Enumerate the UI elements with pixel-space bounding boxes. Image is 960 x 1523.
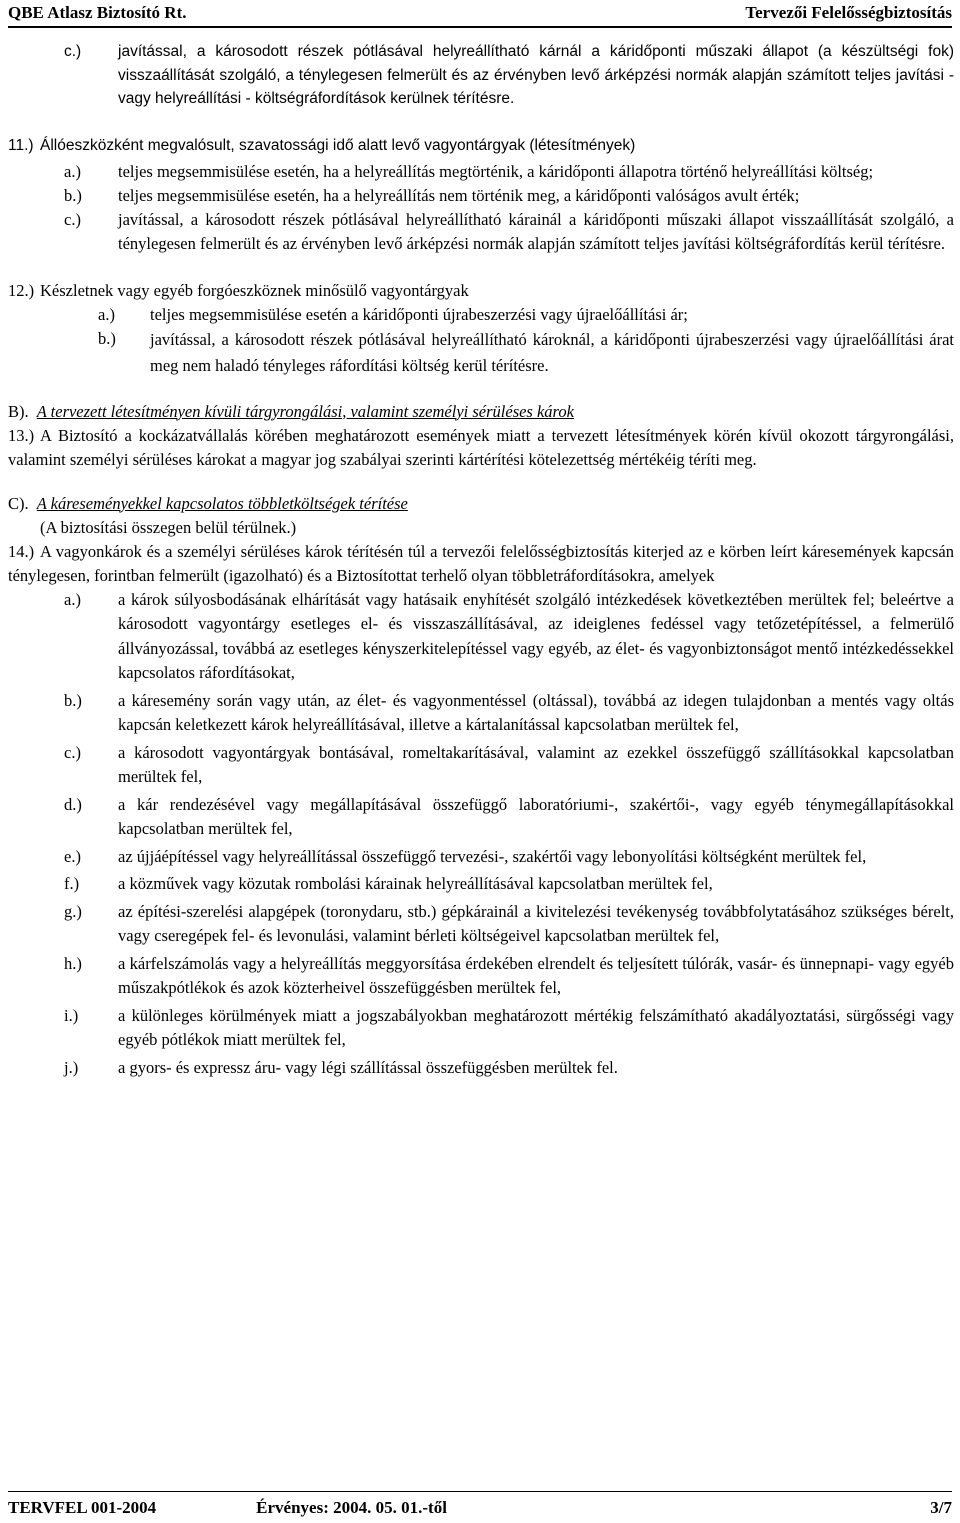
item-label: c.) <box>64 742 81 762</box>
item-label: c.) <box>64 43 82 60</box>
section-11-heading <box>8 134 954 158</box>
item-text: a károsodott vagyontárgyak bontásával, romeltakarításával, valamint az ezekkel összefüggő szállításokkal kapcsolatban merültek fel, <box>118 742 954 786</box>
section-number: 12.) <box>8 280 35 300</box>
section-number: 11.) <box>8 136 34 154</box>
item-text: a gyors- és expressz áru- vagy légi szállítással összefüggésben merültek fel. <box>118 1057 618 1077</box>
section-11-item-b <box>8 184 954 208</box>
section-label: B). <box>8 401 29 421</box>
section-number: 14.) <box>8 541 35 561</box>
section-intro <box>8 540 954 588</box>
section-title: Készletnek vagy egyéb forgóeszköznek minősülő vagyontárgyak <box>40 280 469 300</box>
section-14-item-i <box>8 1004 954 1053</box>
document-code: TERVFEL 001-2004 <box>8 1498 157 1517</box>
section-14-item-f <box>8 872 954 897</box>
item-label: b.) <box>64 185 82 205</box>
item-text: a kár rendezésével vagy megállapításával összefüggő laboratóriumi-, szakértői-, vagy egyéb ténymegállapításokkal kapcsolatban merültek fel, <box>118 794 954 838</box>
item-text: a káresemény során vagy után, az élet- és vagyonmentéssel (oltással), továbbá az idegen tulajdonban a mentés vagy oltás kapcsán keletkezett károk helyreállításával, illetve a kártalanítással kapcsolatban merültek fel, <box>118 690 954 734</box>
item-text: teljes megsemmisülése esetén a káridőponti újrabeszerzési vagy újraelőállítási ár; <box>150 304 688 324</box>
page-footer <box>8 1491 952 1521</box>
section-number: 13.) <box>8 425 35 445</box>
section-c-note: (A biztosítási összegen belül térülnek.) <box>40 517 297 537</box>
validity-date: Érvényes: 2004. 05. 01.-től <box>256 1498 447 1517</box>
section-c-heading <box>8 492 954 516</box>
item-text: teljes megsemmisülése esetén, ha a helyreállítás nem történik meg, a káridőponti valóságos avult érték; <box>118 185 800 205</box>
item-label: a.) <box>64 589 81 609</box>
item-text: javítással, a károsodott részek pótlásával helyreállítható kárainál a káridőponti műszaki állapot visszaállítását szolgáló, a ténylegesen felmerült és az érvényben levő árképzési normák alapján számított teljes javítási költségráfordítás kerül térítésre. <box>118 209 954 253</box>
section-text-content: A Biztosító a kockázatvállalás körében meghatározott események miatt a tervezett létesítmények körén kívül okozott tárgyrongálási, valamint személyi sérüléses károkat a magyar jog szabályai szerinti kártérítési kötelezettség mértékéig téríti meg. <box>8 425 954 469</box>
section-14-item-c <box>8 741 954 790</box>
document-title: Tervezői Felelősségbiztosítás <box>745 3 952 22</box>
section-12-heading <box>8 279 954 303</box>
section-14-item-a <box>8 588 954 686</box>
section-14 <box>8 540 954 588</box>
item-text: a közművek vagy közutak rombolási kárainak helyreállításával kapcsolatban merültek fel, <box>118 874 713 893</box>
item-text: a különleges körülmények miatt a jogszabályokban meghatározott mértékig felszámítható akadályoztatási, sürgősségi vagy egyéb pótlékok miatt merültek fel, <box>118 1005 954 1049</box>
top-item-c <box>8 40 954 111</box>
company-name: QBE Atlasz Biztosító Rt. <box>8 3 187 22</box>
section-14-item-e <box>8 845 954 870</box>
item-text: javítással, a károsodott részek pótlásával helyreállítható kárnál a káridőponti műszaki állapot (a készültségi fok) visszaállítását szolgáló, a ténylegesen felmerült és az érvényben levő árképzési normák alapján számított teljes javítási - vagy helyreállítási - költségráfordítások kerülnek térítésre. <box>118 43 954 107</box>
section-text <box>8 424 954 472</box>
section-title: A tervezett létesítményen kívüli tárgyrongálási, valamint személyi sérüléses károk <box>36 401 574 421</box>
section-14-item-b <box>8 689 954 738</box>
item-label: e.) <box>64 846 81 866</box>
page-number: 3/7 <box>930 1498 952 1517</box>
item-label: g.) <box>64 901 82 921</box>
section-title: A káreseményekkel kapcsolatos többletköltségek térítése <box>36 493 408 513</box>
item-text: a károk súlyosbodásának elhárítását vagy hatásaik enyhítését szolgáló intézkedések következtében merültek fel; beleértve a károsodott vagyontárgy esetleges el- és visszaszállításával, az ideiglenes fedéssel vagy tetőzetépítéssel, a felmerülő állványozással, továbbá az esetleges kényszerkitelepítéssel vagy egyéb, az élet- és vagyonbiztonságot mentő intézkedéssekkel kapcsolatos ráfordításokat, <box>118 589 954 682</box>
item-text: teljes megsemmisülése esetén, ha a helyreállítás megtörténik, a káridőponti állapotra történő helyreállítási költség; <box>118 161 874 181</box>
item-label: c.) <box>64 209 81 229</box>
section-label: C). <box>8 493 29 513</box>
item-label: b.) <box>64 690 82 710</box>
section-b-heading <box>8 400 954 424</box>
document-body <box>8 40 954 1080</box>
item-label: a.) <box>98 304 115 324</box>
item-label: h.) <box>64 953 82 973</box>
item-text: az építési-szerelési alapgépek (toronydaru, stb.) gépkárainál a kivitelezési tevékenység továbbfolytatásához szükséges bérelt, vagy cseregépek fel- és levonulási, valamint bérleti költségeivel kapcsolatban merültek fel, <box>118 901 954 945</box>
item-label: f.) <box>64 874 80 893</box>
section-14-item-h <box>8 952 954 1001</box>
section-12-item-b <box>8 327 954 379</box>
item-label: b.) <box>98 328 116 348</box>
section-14-item-d <box>8 793 954 842</box>
section-13 <box>8 424 954 472</box>
item-text: az újjáépítéssel vagy helyreállítással összefüggő tervezési-, szakértői vagy lebonyolítási költségként merültek fel, <box>118 846 867 866</box>
section-14-item-g <box>8 900 954 949</box>
item-label: a.) <box>64 161 81 181</box>
section-11-item-a <box>8 160 954 184</box>
section-11-item-c <box>8 208 954 256</box>
item-label: d.) <box>64 794 82 814</box>
section-14-item-j <box>8 1056 954 1081</box>
section-intro-content: A vagyonkárok és a személyi sérüléses károk térítésén túl a tervezői felelősségbiztosítás kiterjed az e körben leírt káresemények kapcsán ténylegesen, forintban felmerült (igazolható) és a Biztosítottat terhelő olyan többletráfordításokra, amelyek <box>8 541 954 585</box>
section-title: Állóeszközként megvalósult, szavatossági idő alatt levő vagyontárgyak (létesítmények) <box>40 136 636 154</box>
item-text: javítással, a károsodott részek pótlásával helyreállítható károknál, a káridőponti újrabeszerzési vagy újraelőállítási árat meg nem haladó tényleges ráfordítási költség kerül térítésre. <box>150 329 954 375</box>
item-text: a kárfelszámolás vagy a helyreállítás meggyorsítása érdekében elrendelt és teljesített túlórák, vasár- és ünnepnapi- vagy egyéb műszakpótlékok és azok közterheivel összefüggésben merültek fel, <box>118 953 954 997</box>
item-label: j.) <box>64 1057 79 1077</box>
page-header <box>8 0 952 28</box>
item-label: i.) <box>64 1005 79 1025</box>
section-12-item-a <box>8 303 954 327</box>
